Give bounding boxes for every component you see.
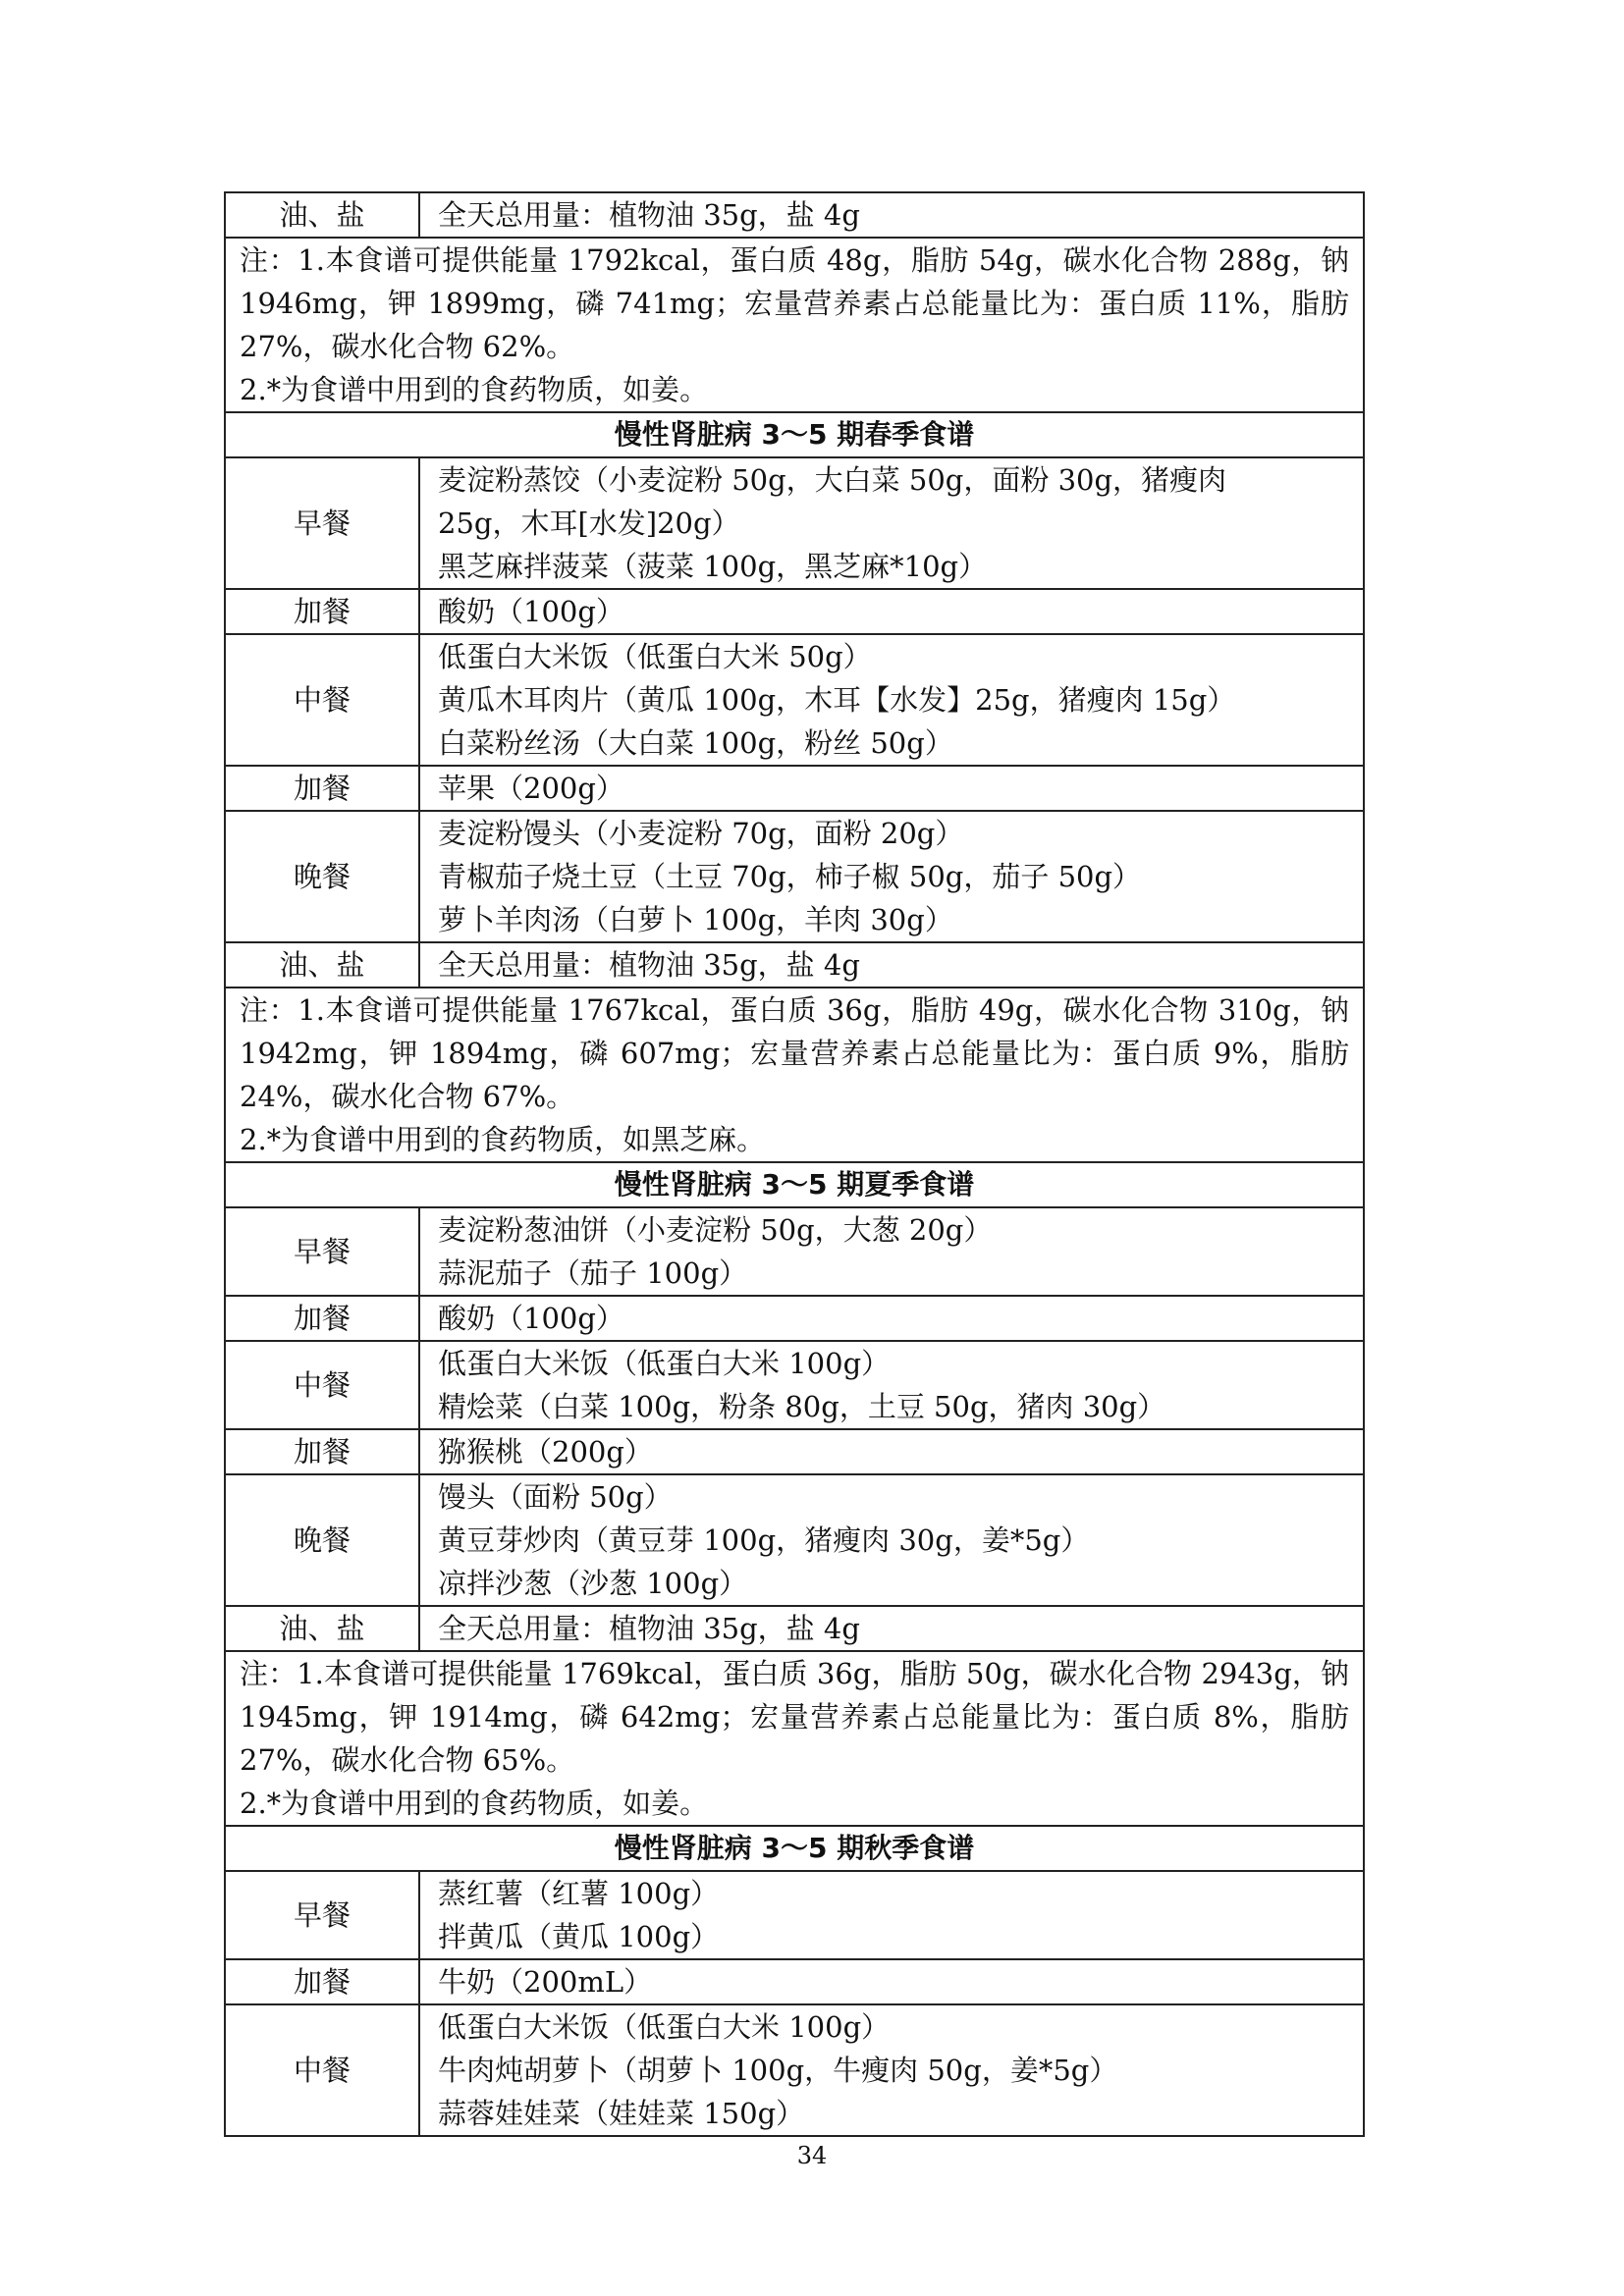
meal-label: 中餐 [225, 1341, 419, 1429]
dish-line: 低蛋白大米饭（低蛋白大米 100g） [438, 1347, 891, 1380]
meal-content [419, 942, 1364, 988]
dish-line: 全天总用量：植物油 35g，盐 4g [438, 1612, 860, 1645]
dish-line: 凉拌沙葱（沙葱 100g） [438, 1567, 748, 1600]
meal-row [225, 1296, 1364, 1341]
dish-line: 萝卜羊肉汤（白萝卜 100g，羊肉 30g） [438, 903, 953, 936]
dish-line: 麦淀粉蒸饺（小麦淀粉 50g，大白菜 50g，面粉 30g，猪瘦肉 [438, 463, 1227, 497]
meal-row [225, 1341, 1364, 1429]
meal-label: 早餐 [225, 1871, 419, 1959]
meal-label: 加餐 [225, 766, 419, 811]
dish-line: 拌黄瓜（黄瓜 100g） [438, 1920, 720, 1953]
meal-content [419, 1296, 1364, 1341]
meal-label: 油、盐 [225, 192, 419, 238]
meal-content [419, 634, 1364, 766]
section-heading: 慢性肾脏病 3～5 期夏季食谱 [225, 1162, 1364, 1207]
meal-label: 早餐 [225, 1207, 419, 1296]
meal-row [225, 766, 1364, 811]
meal-label: 加餐 [225, 1959, 419, 2004]
note-row [225, 238, 1364, 412]
meal-content [419, 1871, 1364, 1959]
meal-label: 中餐 [225, 2004, 419, 2136]
meal-content [419, 1429, 1364, 1474]
page-number: 34 [796, 2142, 828, 2169]
meal-content [419, 766, 1364, 811]
note-line: 2.*为食谱中用到的食药物质，如黑芝麻。 [240, 1123, 766, 1156]
meal-label: 中餐 [225, 634, 419, 766]
section-heading: 慢性肾脏病 3～5 期秋季食谱 [225, 1826, 1364, 1871]
dish-line: 蒜蓉娃娃菜（娃娃菜 150g） [438, 2097, 805, 2130]
recipe-table-body [225, 192, 1364, 2136]
dish-line: 酸奶（100g） [438, 595, 624, 628]
meal-content [419, 1474, 1364, 1606]
meal-label: 晚餐 [225, 1474, 419, 1606]
recipe-table [224, 191, 1365, 2137]
note-row [225, 988, 1364, 1162]
note-line: 注：1.本食谱可提供能量 1792kcal，蛋白质 48g，脂肪 54g，碳水化合物 288g，钠 1946mg，钾 1899mg，磷 741mg；宏量营养素占总能量比为：蛋白质 11%，脂肪 27%，碳水化合物 62%。 [240, 243, 1349, 363]
section-heading-row [225, 1826, 1364, 1871]
nutrition-note [225, 988, 1364, 1162]
meal-row [225, 2004, 1364, 2136]
meal-row [225, 634, 1364, 766]
dish-line: 全天总用量：植物油 35g，盐 4g [438, 948, 860, 982]
meal-label: 早餐 [225, 457, 419, 589]
dish-line: 酸奶（100g） [438, 1302, 624, 1335]
meal-content [419, 192, 1364, 238]
dish-line: 黄豆芽炒肉（黄豆芽 100g，猪瘦肉 30g，姜*5g） [438, 1523, 1090, 1557]
dish-line: 牛肉炖胡萝卜（胡萝卜 100g，牛瘦肉 50g，姜*5g） [438, 2054, 1118, 2087]
meal-label: 油、盐 [225, 1606, 419, 1651]
dish-line: 蒸红薯（红薯 100g） [438, 1877, 720, 1910]
meal-label: 加餐 [225, 589, 419, 634]
section-heading: 慢性肾脏病 3～5 期春季食谱 [225, 412, 1364, 457]
dish-line: 牛奶（200mL） [438, 1965, 653, 1999]
meal-row [225, 457, 1364, 589]
meal-content [419, 1207, 1364, 1296]
dish-line: 蒜泥茄子（茄子 100g） [438, 1256, 748, 1290]
note-line: 注：1.本食谱可提供能量 1769kcal，蛋白质 36g，脂肪 50g，碳水化合物 2943g，钠 1945mg，钾 1914mg，磷 642mg；宏量营养素占总能量比为：蛋白质 8%，脂肪 27%，碳水化合物 65%。 [240, 1657, 1349, 1777]
dish-line: 麦淀粉馒头（小麦淀粉 70g，面粉 20g） [438, 817, 964, 850]
section-heading-row [225, 412, 1364, 457]
note-line: 注：1.本食谱可提供能量 1767kcal，蛋白质 36g，脂肪 49g，碳水化合物 310g，钠 1942mg，钾 1894mg，磷 607mg；宏量营养素占总能量比为：蛋白质 9%，脂肪 24%，碳水化合物 67%。 [240, 993, 1349, 1113]
dish-line: 黄瓜木耳肉片（黄瓜 100g，木耳【水发】25g，猪瘦肉 15g） [438, 683, 1236, 717]
meal-row [225, 1606, 1364, 1651]
meal-row [225, 589, 1364, 634]
nutrition-note [225, 1651, 1364, 1826]
meal-row [225, 942, 1364, 988]
meal-row [225, 1474, 1364, 1606]
meal-row [225, 1207, 1364, 1296]
meal-content [419, 811, 1364, 942]
meal-row [225, 1959, 1364, 2004]
dish-line: 黑芝麻拌菠菜（菠菜 100g，黑芝麻*10g） [438, 550, 988, 583]
meal-label: 加餐 [225, 1429, 419, 1474]
dish-line: 苹果（200g） [438, 772, 624, 805]
meal-label: 晚餐 [225, 811, 419, 942]
meal-row [225, 1871, 1364, 1959]
meal-label: 油、盐 [225, 942, 419, 988]
meal-content [419, 1959, 1364, 2004]
meal-row [225, 811, 1364, 942]
meal-row [225, 192, 1364, 238]
meal-label: 加餐 [225, 1296, 419, 1341]
dish-line: 馒头（面粉 50g） [438, 1480, 673, 1514]
dish-line: 猕猴桃（200g） [438, 1435, 653, 1468]
dish-line: 低蛋白大米饭（低蛋白大米 100g） [438, 2010, 891, 2044]
dish-line: 青椒茄子烧土豆（土豆 70g，柿子椒 50g，茄子 50g） [438, 860, 1142, 893]
dish-line: 白菜粉丝汤（大白菜 100g，粉丝 50g） [438, 726, 953, 760]
dish-line: 25g，木耳[水发]20g） [438, 507, 740, 540]
dish-line: 低蛋白大米饭（低蛋白大米 50g） [438, 640, 872, 673]
nutrition-note [225, 238, 1364, 412]
note-line: 2.*为食谱中用到的食药物质，如姜。 [240, 1787, 709, 1820]
section-heading-row [225, 1162, 1364, 1207]
note-line: 2.*为食谱中用到的食药物质，如姜。 [240, 373, 709, 406]
meal-content [419, 457, 1364, 589]
meal-content [419, 1341, 1364, 1429]
note-row [225, 1651, 1364, 1826]
meal-content [419, 589, 1364, 634]
dish-line: 全天总用量：植物油 35g，盐 4g [438, 198, 860, 232]
dish-line: 麦淀粉葱油饼（小麦淀粉 50g，大葱 20g） [438, 1213, 993, 1247]
meal-content [419, 1606, 1364, 1651]
dish-line: 精烩菜（白菜 100g，粉条 80g，土豆 50g，猪肉 30g） [438, 1390, 1166, 1423]
meal-content [419, 2004, 1364, 2136]
meal-row [225, 1429, 1364, 1474]
